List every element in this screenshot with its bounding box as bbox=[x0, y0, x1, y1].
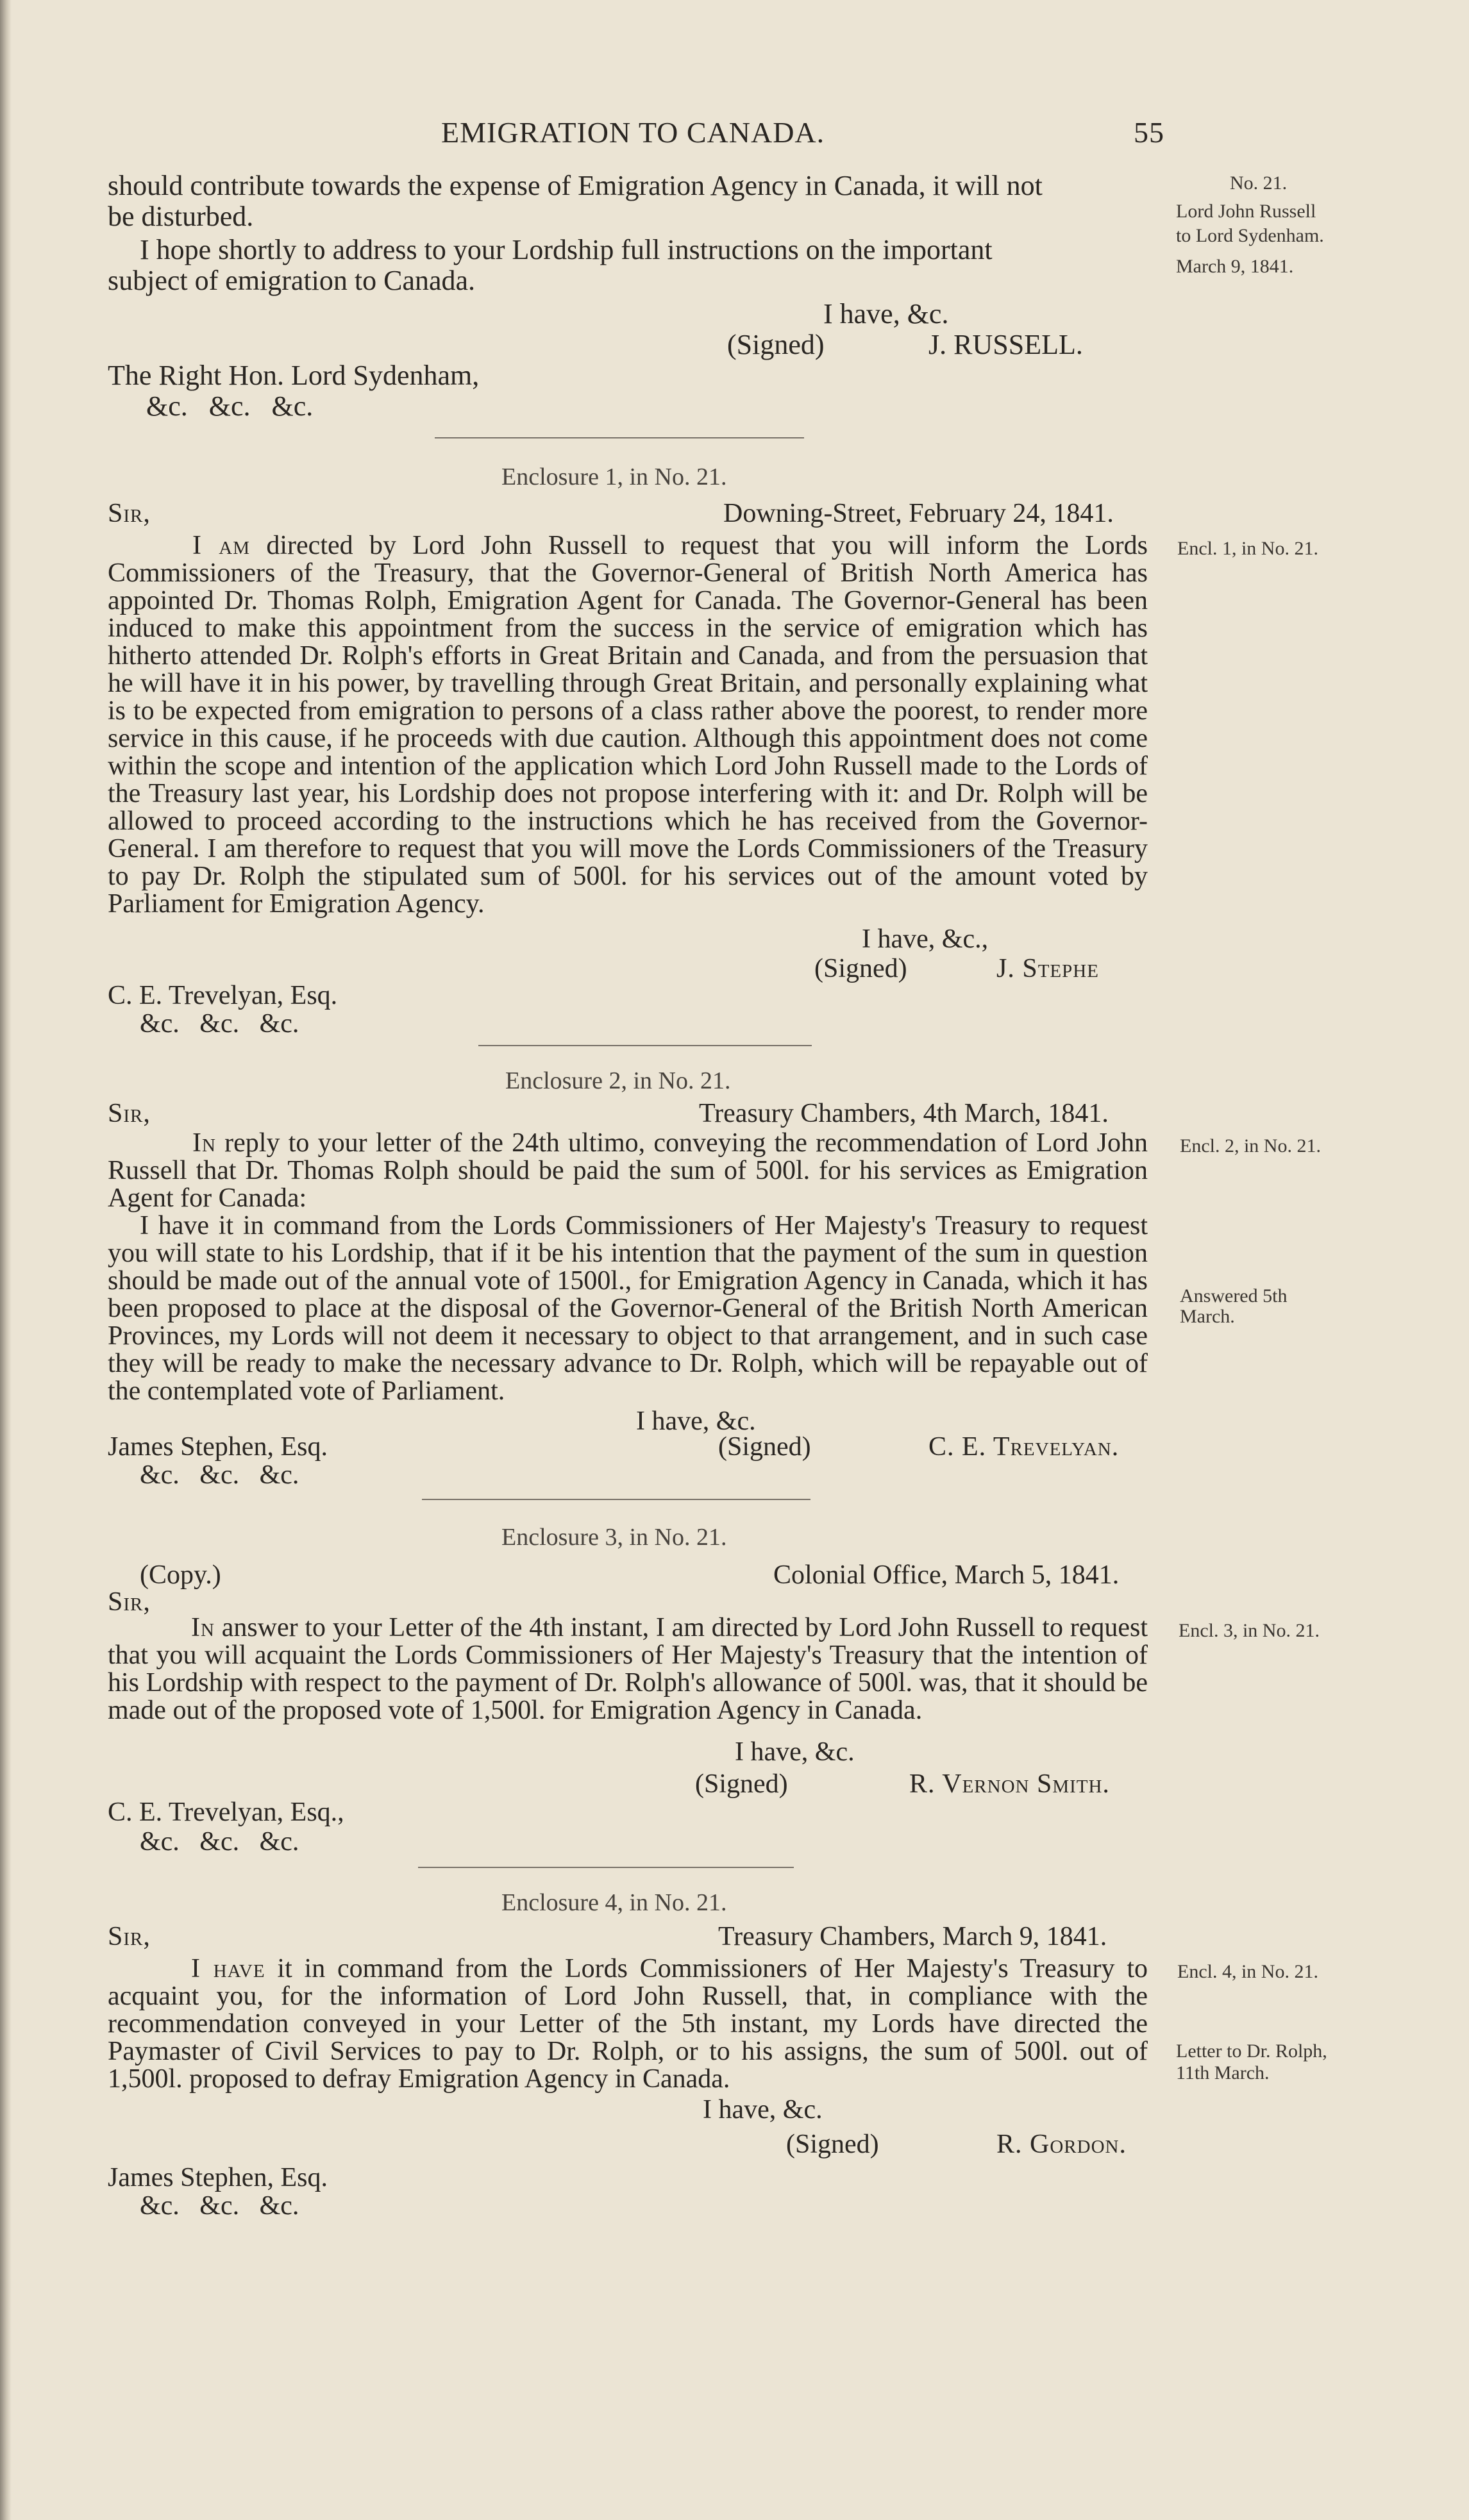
enclosure2-body1 bbox=[108, 1130, 1148, 1212]
enclosure3-signer: R. Vernon Smith. bbox=[909, 1769, 1110, 1799]
enclosure2-salutation: Sir, bbox=[108, 1099, 151, 1128]
enclosure1-salutation: Sir, bbox=[108, 499, 151, 528]
page-number: 55 bbox=[1134, 116, 1164, 149]
enclosure4-signer: R. Gordon. bbox=[996, 2130, 1127, 2159]
enclosure3-etc: &c. &c. &c. bbox=[140, 1827, 299, 1857]
intro-signer: J. RUSSELL. bbox=[928, 329, 1083, 360]
intro-line-3: I hope shortly to address to your Lordship full instructions on the important bbox=[140, 234, 993, 265]
enclosure3-salutation: Sir, bbox=[108, 1587, 151, 1617]
section-divider bbox=[418, 1867, 794, 1868]
enclosure2-margin: Encl. 2, in No. 21. bbox=[1180, 1135, 1321, 1156]
enclosure1-heading: Enclosure 1, in No. 21. bbox=[501, 463, 727, 490]
enclosure3-addressee: C. E. Trevelyan, Esq., bbox=[108, 1798, 344, 1827]
margin-note-number: No. 21. bbox=[1230, 172, 1288, 194]
enclosure3-heading: Enclosure 3, in No. 21. bbox=[501, 1524, 727, 1551]
enclosure4-salutation: Sir, bbox=[108, 1922, 151, 1951]
enclosure4-lead: I have bbox=[191, 1954, 265, 1983]
enclosure1-signer: J. Stephe bbox=[996, 954, 1099, 983]
enclosure1-body-text: directed by Lord John Russell to request that you will inform the Lords Commissioners of the Treasury, that the Governor-General of British North America has appointed Dr. Thomas Rolph, Emigration Agent for Canada. The Governor-General has been induced to make this appointment from the success in the service of emigration which has hitherto attended Dr. Rolph's efforts in Great Britain and Canada, and from the persuasion that he will have it in his power, by travelling through Great Britain, and personally explaining what is to be expected from emigration to persons of a class rather above the poorest, to render more service in this cause, if he proceeds with due caution. Although this appointment does not come within the scope and intention of the application which Lord John Russell made to the Lords of the Treasury last year, his Lordship does not propose interfering with it: and Dr. Rolph will be allowed to proceed according to the instructions which he has received from the Governor-General. I am therefore to request that you will move the Lords Commissioners of the Treasury to pay Dr. Rolph the stipulated sum of 500l. for his services out of the amount voted by Parliament for Emigration Agency. bbox=[108, 531, 1148, 919]
enclosure4-heading: Enclosure 4, in No. 21. bbox=[501, 1889, 727, 1916]
enclosure4-etc: &c. &c. &c. bbox=[140, 2191, 299, 2221]
enclosure1-addressee: C. E. Trevelyan, Esq. bbox=[108, 981, 338, 1010]
intro-etc: &c. &c. &c. bbox=[146, 390, 314, 422]
enclosure1-lead: I am bbox=[192, 531, 251, 560]
enclosure2-etc: &c. &c. &c. bbox=[140, 1460, 299, 1490]
enclosure1-body bbox=[108, 532, 1148, 918]
enclosure2-addressee: James Stephen, Esq. bbox=[108, 1432, 328, 1462]
enclosure1-signed: (Signed) bbox=[814, 954, 907, 983]
enclosure4-margin: Encl. 4, in No. 21. bbox=[1177, 1961, 1318, 1982]
enclosure4-body-text: it in command from the Lords Commissioners of Her Majesty's Treasury to acquaint you, for the information of Lord John Russell, that, in compliance with the recommendation conveyed in your Letter of the 5th instant, my Lords have directed the Paymaster of Civil Services to pay to Dr. Rolph, or to his assigns, the sum of 500l. out of 1,500l. proposed to defray Emigration Agency in Canada. bbox=[108, 1954, 1148, 2094]
intro-addressee: The Right Hon. Lord Sydenham, bbox=[108, 360, 480, 391]
enclosure3-signed: (Signed) bbox=[695, 1769, 788, 1799]
enclosure3-body bbox=[108, 1614, 1148, 1724]
section-divider bbox=[422, 1499, 810, 1500]
enclosure4-addressee: James Stephen, Esq. bbox=[108, 2163, 328, 2192]
enclosure1-etc: &c. &c. &c. bbox=[140, 1009, 299, 1039]
enclosure1-place-date: Downing-Street, February 24, 1841. bbox=[723, 499, 1114, 528]
enclosure1-close: I have, &c., bbox=[862, 924, 989, 954]
intro-line-1: should contribute towards the expense of Emigration Agency in Canada, it will not bbox=[108, 170, 1043, 201]
enclosure3-close: I have, &c. bbox=[735, 1737, 855, 1767]
enclosure2-lead: In bbox=[192, 1128, 216, 1158]
page-edge-shadow bbox=[0, 0, 12, 2520]
margin-note-line3: March 9, 1841. bbox=[1176, 256, 1294, 277]
margin-note-line1: Lord John Russell bbox=[1176, 201, 1316, 222]
enclosure2-body1-text: reply to your letter of the 24th ultimo, conveying the recommendation of Lord John Russell that Dr. Thomas Rolph should be paid the sum of 500l. for his services as Emigration Agent for Canada: bbox=[108, 1128, 1148, 1213]
enclosure2-body2: I have it in command from the Lords Commissioners of Her Majesty's Treasury to request you will state to his Lordship, that if it be his intention that the payment of the sum in question should be made out of the annual vote of 1500l., for Emigration Agency in Canada, which it has been proposed to place at the disposal of the Governor-General of the British North American Provinces, my Lords will not deem it necessary to object to that arrangement, and in such case they will be ready to make the necessary advance to Dr. Rolph, which will be repayable out of the contemplated vote of Parliament. bbox=[108, 1211, 1148, 1406]
enclosure4-margin-letter-1: Letter to Dr. Rolph, bbox=[1176, 2040, 1327, 2062]
enclosure2-margin-answered-2: March. bbox=[1180, 1306, 1235, 1327]
enclosure2-heading: Enclosure 2, in No. 21. bbox=[505, 1067, 731, 1094]
enclosure2-close: I have, &c. bbox=[636, 1406, 756, 1436]
enclosure3-copy: (Copy.) bbox=[140, 1560, 221, 1590]
section-divider bbox=[478, 1045, 812, 1046]
enclosure3-margin: Encl. 3, in No. 21. bbox=[1179, 1620, 1320, 1641]
section-divider bbox=[435, 437, 804, 438]
enclosure3-lead: In bbox=[191, 1613, 215, 1642]
enclosure2-margin-answered-1: Answered 5th bbox=[1180, 1285, 1288, 1306]
enclosure4-close: I have, &c. bbox=[703, 2095, 823, 2124]
intro-signed: (Signed) bbox=[727, 329, 825, 360]
running-header-title: EMIGRATION TO CANADA. bbox=[441, 116, 825, 149]
enclosure4-body bbox=[108, 1955, 1148, 2093]
enclosure3-body-text: answer to your Letter of the 4th instant, I am directed by Lord John Russell to request that you will acquaint the Lords Commissioners of Her Majesty's Treasury that the intention of his Lordship with respect to the payment of Dr. Rolph's allowance of 500l. was, that it should be made out of the proposed vote of 1,500l. for Emigration Agency in Canada. bbox=[108, 1613, 1148, 1725]
enclosure4-margin-letter-2: 11th March. bbox=[1176, 2062, 1270, 2083]
intro-line-2: be disturbed. bbox=[108, 201, 254, 232]
intro-close: I have, &c. bbox=[823, 298, 949, 330]
enclosure1-margin: Encl. 1, in No. 21. bbox=[1177, 538, 1318, 559]
enclosure2-signer: C. E. Trevelyan. bbox=[928, 1432, 1120, 1462]
enclosure3-place-date: Colonial Office, March 5, 1841. bbox=[773, 1560, 1120, 1590]
enclosure4-place-date: Treasury Chambers, March 9, 1841. bbox=[718, 1922, 1107, 1951]
intro-line-4: subject of emigration to Canada. bbox=[108, 265, 476, 296]
enclosure2-place-date: Treasury Chambers, 4th March, 1841. bbox=[699, 1099, 1109, 1128]
margin-note-line2: to Lord Sydenham. bbox=[1176, 225, 1324, 246]
enclosure4-signed: (Signed) bbox=[786, 2130, 879, 2159]
enclosure2-signed: (Signed) bbox=[718, 1432, 811, 1462]
